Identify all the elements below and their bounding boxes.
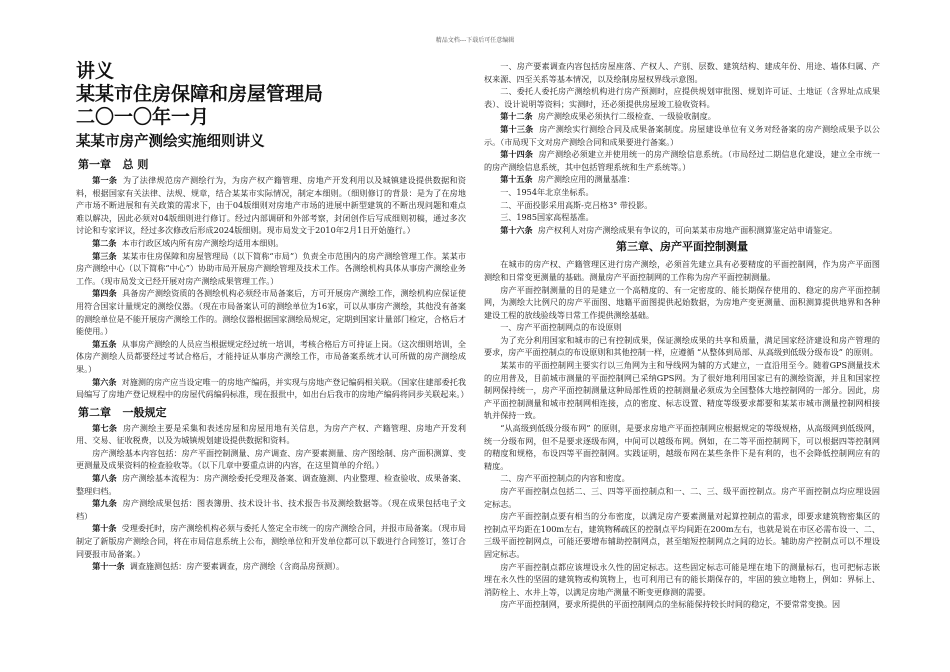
article-10-number: 第十条 [92,523,117,534]
article-11 [76,560,466,573]
article-9 [76,497,466,522]
right-column [484,60,880,611]
page-header: 精品文档---下载后可任意编辑 [435,37,515,44]
article-1-number: 第一条 [92,175,118,185]
article-12-number: 第十二条 [500,111,533,122]
article-2-number: 第二条 [92,237,117,248]
chapter-3-title: 房产平面控制测量 [660,240,748,254]
article-9-text: 房产测绘成果包括：图表簿册、技术设计书、技术报告书及测绘数据等。（现在成果包括电子文档） [76,498,466,521]
article-3-number: 第三条 [92,250,117,261]
document-subtitle: 某某市房产测绘实施细则讲义 [76,134,265,150]
article-5 [76,338,466,376]
article-16-number: 第十六条 [500,224,533,235]
article-4-number: 第四条 [92,288,117,299]
article-4 [76,287,466,337]
title-line-1: 讲义 [76,60,115,82]
section-heading-layout-principles: 一、房产平面控制网点的布设原则 [500,322,622,333]
chapter-2-heading [78,404,466,421]
title-line-2: 某某市住房保障和房屋管理局 [76,83,324,105]
chapter-3-paragraph-1: 在城市的房产权、产籍管理区进行房产测绘，必须首先建立具有必要精度的平面控制网，作为房产平面图测绘和日常变更测量的基础。测量房产平面控制网的工作称为房产平面控制测量。 [484,259,880,282]
chapter-3-paragraph-9: 房产平面控制点要有相当的分布密度，以满足房产要素测量对起算控制点的需求，即要求建筑物密集区的控制点平均距在100m左右，建筑物稀疏区的控制点平均间距在200m左右，也就是说在市区必需布设一、二、三级平面控制网点，可能还要增布辅助控制网点，甚至缩短控制网点之间的边长。辅助房产控制点可以不埋设固定标志。 [484,511,880,559]
survey-item-2: 二、委托人委托房产测绘机构进行房产预测时，应提供规划审批图、规划许可证、土地证（含界址点成果表）、设计说明等资料；实测时，还必须提供房屋竣工验收资料。 [484,86,880,109]
chapter-2-title: 一般规定 [122,405,167,419]
chapter-1-title: 总 则 [122,158,149,171]
article-16-text: 房产权利人对房产测绘成果有争议的，可向某某市房地产面积测算鉴定站申请鉴定。 [537,224,838,235]
chapter-3-heading [484,238,880,256]
article-8-text: 房产测绘基本流程为：房产测绘委托受理及备案、调查施测、内业整理、检查验收、成果备案、整理归档。 [76,473,466,496]
article-14 [484,148,880,173]
datum-item-2: 二、平面投影采用高斯-克吕格3° 带投影。 [500,199,653,210]
chapter-3-paragraph-4: 为了充分利用国家和城市的已有控制成果，保证测绘成果的共享和质量，满足国家经济建设和房产管理的要求，房产平面控制点的布设原则和其他控制一样，应遵循 “从整体到局部、从高级到低级分级布设” 的原则。 [484,334,880,358]
article-7 [76,422,466,447]
section-heading-content-density: 二、房产平面控制点的内容和密度。 [500,473,630,484]
article-2 [76,237,466,250]
article-12 [484,110,880,123]
chapter-3-paragraph-10: 房产平面控制点都应该埋设永久性的固定标志。这些固定标志可能是埋在地下的测量标石，也可把标志嵌埋在永久性的坚固的建筑物或构筑物上，也可利用已有的能长期保存的，牢固的独立地物上，例如：界标上、消防栓上、水井上等，以满足房地产测量不断变更修测的需要。 [484,561,880,597]
datum-item-1: 一、1954年北京坐标系。 [500,186,594,197]
article-5-number: 第五条 [92,338,117,349]
chapter-1-heading [78,156,466,173]
article-4-text: 具备房产测绘资质的各测绘机构必须经市局备案后，方可开展房产测绘工作，测绘机构应保证使用符合国家计量规定的测绘仪器。（现在市局备案认可的测绘单位为16家，可以从事房产测绘，其他没有备案的测绘单位是不能开展房产测绘工作的。测绘仪器根据国家测绘局规定，定期到国家计量部门检定，合格后才能使用。） [76,288,466,337]
article-7-number: 第七条 [92,422,118,433]
article-6 [76,376,469,401]
survey-item-1: 一、房产要素调查内容包括房屋座落、产权人、产别、层数、建筑结构、建成年份、用途、墙体归属、产权来源、四至关系等基本情况，以及绘制房屋权界线示意图。 [484,61,880,84]
article-13-text: 房产测绘实行测绘合同及成果备案制度。房屋建设单位有义务对经备案的房产测绘成果予以公示。（市局现下文对房产测绘合同和成果要进行备案。） [484,123,880,147]
left-column [76,60,469,573]
article-7-text: 房产测绘主要是采集和表述房屋和房屋用地有关信息，为房产产权、产籍管理、房地产开发利用、交易、征收税费，以及为城镇规划建设提供数据和资料。 [76,422,466,446]
chapter-2-label: 第二章 [78,405,111,419]
title-line-3: 二〇一〇年一月 [76,106,210,128]
chapter-3-paragraph-6: “从高级到低级分级布网” 的原则，是要求房地产平面控制网应根据规定的等级规格，从高级网到低级网，统一分级布网，但不是要求逐级布网，中间可以越级布网。例如，在二等平面控制网下，可以根据四等控制网的精度和规格，布设四等平面控制网。实践证明，越级布网在某些条件下是有利的，也不会降低控制网应有的精度。 [484,423,880,471]
article-14-text: 房产测绘必须建立并使用统一的房产测绘信息系统。（市局经过二期信息化建设，建立全市统一的房产测绘信息系统，其中包括管理系统和生产系统等。） [484,149,880,172]
article-3-text: 某某市住房保障和房屋管理局（以下简称“市局”）负责全市范围内的房产测绘管理工作。某某市房产测绘中心（以下简称“中心”）协助市局开展房产测绘管理及技术工作。各测绘机构具体从事房产测绘业务工作。（现市局发文已经开展对房产测绘成果管理工作。） [76,250,466,286]
chapter-3-paragraph-2: 房产平面控制测量的目的是建立一个高精度的、有一定密度的、能长期保存使用的、稳定的房产平面控制网，为测绘大比例尺的房产平面图、地籍平面图提供起始数据，为房地产变更测量、面积测算提供地界和各种建设工程的放线验线等日常工作提供测绘基础。 [484,284,880,320]
article-15 [484,173,880,186]
article-3 [76,250,466,288]
chapter-3-label: 第三章、 [616,240,660,254]
article-11-number: 第十一条 [92,561,125,572]
datum-item-3: 三、1985国家高程基准。 [500,212,594,223]
article-15-number: 第十五条 [500,174,533,185]
article-6-text: 对施测的房产应当设定唯一的房地产编码，并实现与房地产登记编码相关联。（国家住建部委托我局编写了房地产登记规程中的房屋代码编码标准，现在报批中，如出台后我市的房地产编码将同步关联起来。） [76,376,469,400]
chapter-1-label: 第一章 [78,158,111,171]
article-6-number: 第六条 [92,376,117,387]
article-13-number: 第十三条 [500,123,534,134]
chapter-3-paragraph-5: 某某市的平面控制网主要实行以三角网为主和导线网为辅的方式建立，一直沿用至今。随着GPS测量技术的应用普及，目前城市测量的平面控制网已采纳GPS网。为了很好地利用国家已有的测绘资源，并且和国家控制网保持统一，房产平面控制测量这种局部性质的控制测量必须成为全国整体大地控制网的一部分。因此，房产平面控制测量和城市控制网相连接，点的密度、标志设置、精度等级要求都要和某某市城市测量控制网相接轨并保持一致。 [484,360,880,421]
article-8 [76,472,466,497]
article-12-text: 房产测绘成果必须执行二级检查、一级验收制度。 [537,111,716,122]
article-10-text: 受理委托时，房产测绘机构必须与委托人签定全市统一的房产测绘合同，并报市局备案。（现市局制定了新版房产测绘合同，将在市局信息系统上公布，测绘单位和开发单位都可以下载进行合同签订，签订合同要报市局备案。） [76,523,466,559]
article-16 [484,224,880,237]
article-14-number: 第十四条 [500,149,534,160]
article-5-text: 从事房产测绘的人员应当根据规定经过统一培训，考核合格后方可持证上岗。（这次细则培训，全体房产测绘人员都要经过考试合格后，才能持证从事房产测绘工作，市局备案系统才认可所做的房产测绘成果。） [76,338,466,374]
article-15-text: 房产测绘应用的测量基准： [537,174,635,185]
chapter-3-paragraph-8: 房产平面控制点包括二、三、四等平面控制点和一、二、三、级平面控制点。房产平面控制点均应埋设固定标志。 [484,486,880,509]
article-11-text: 调查施测包括：房产要素调查，房产测绘（含商品房预测）。 [129,561,345,572]
chapter-3-paragraph-11: 房产平面控制网，要求所提供的平面控制网点的坐标能保持较长时间的稳定，不要常常变换。因 [500,599,841,610]
article-9-number: 第九条 [92,498,118,509]
article-7-paragraph-2: 房产测绘基本内容包括：房产平面控制测量、房产调查、房产要素测量、房产图绘制、房产面积测算、变更测量及成果资料的检查验收等。（以下几章中要重点讲的内容，在这里简单的介绍。） [76,447,466,471]
article-1-text: 为了法律规范房产测绘行为，为房产权产籍管理、房地产开发利用以及城镇建设提供数据和资料，根据国家有关法律、法规、规章，结合某某市实际情况，制定本细则。（细则修订的背景：是为了在房地产市场不断进展和有关政策的需求下，由于04版细则对房地产市场的进展中新型建筑的不断出现问题和难点难以解决，因此必须对04版细则进行修订。经过内部调研和外部考察，封闭创作后写成细则初稿，通过多次讨论和专家评议，经过多次修改后形成2024版细则。现市局发文于2010年2月1日开始施行。） [76,175,466,236]
article-10 [76,522,466,560]
article-1 [76,174,466,237]
article-8-number: 第八条 [92,473,117,484]
article-13 [484,123,880,148]
article-2-text: 本市行政区域内所有房产测绘均适用本细则。 [121,237,284,248]
